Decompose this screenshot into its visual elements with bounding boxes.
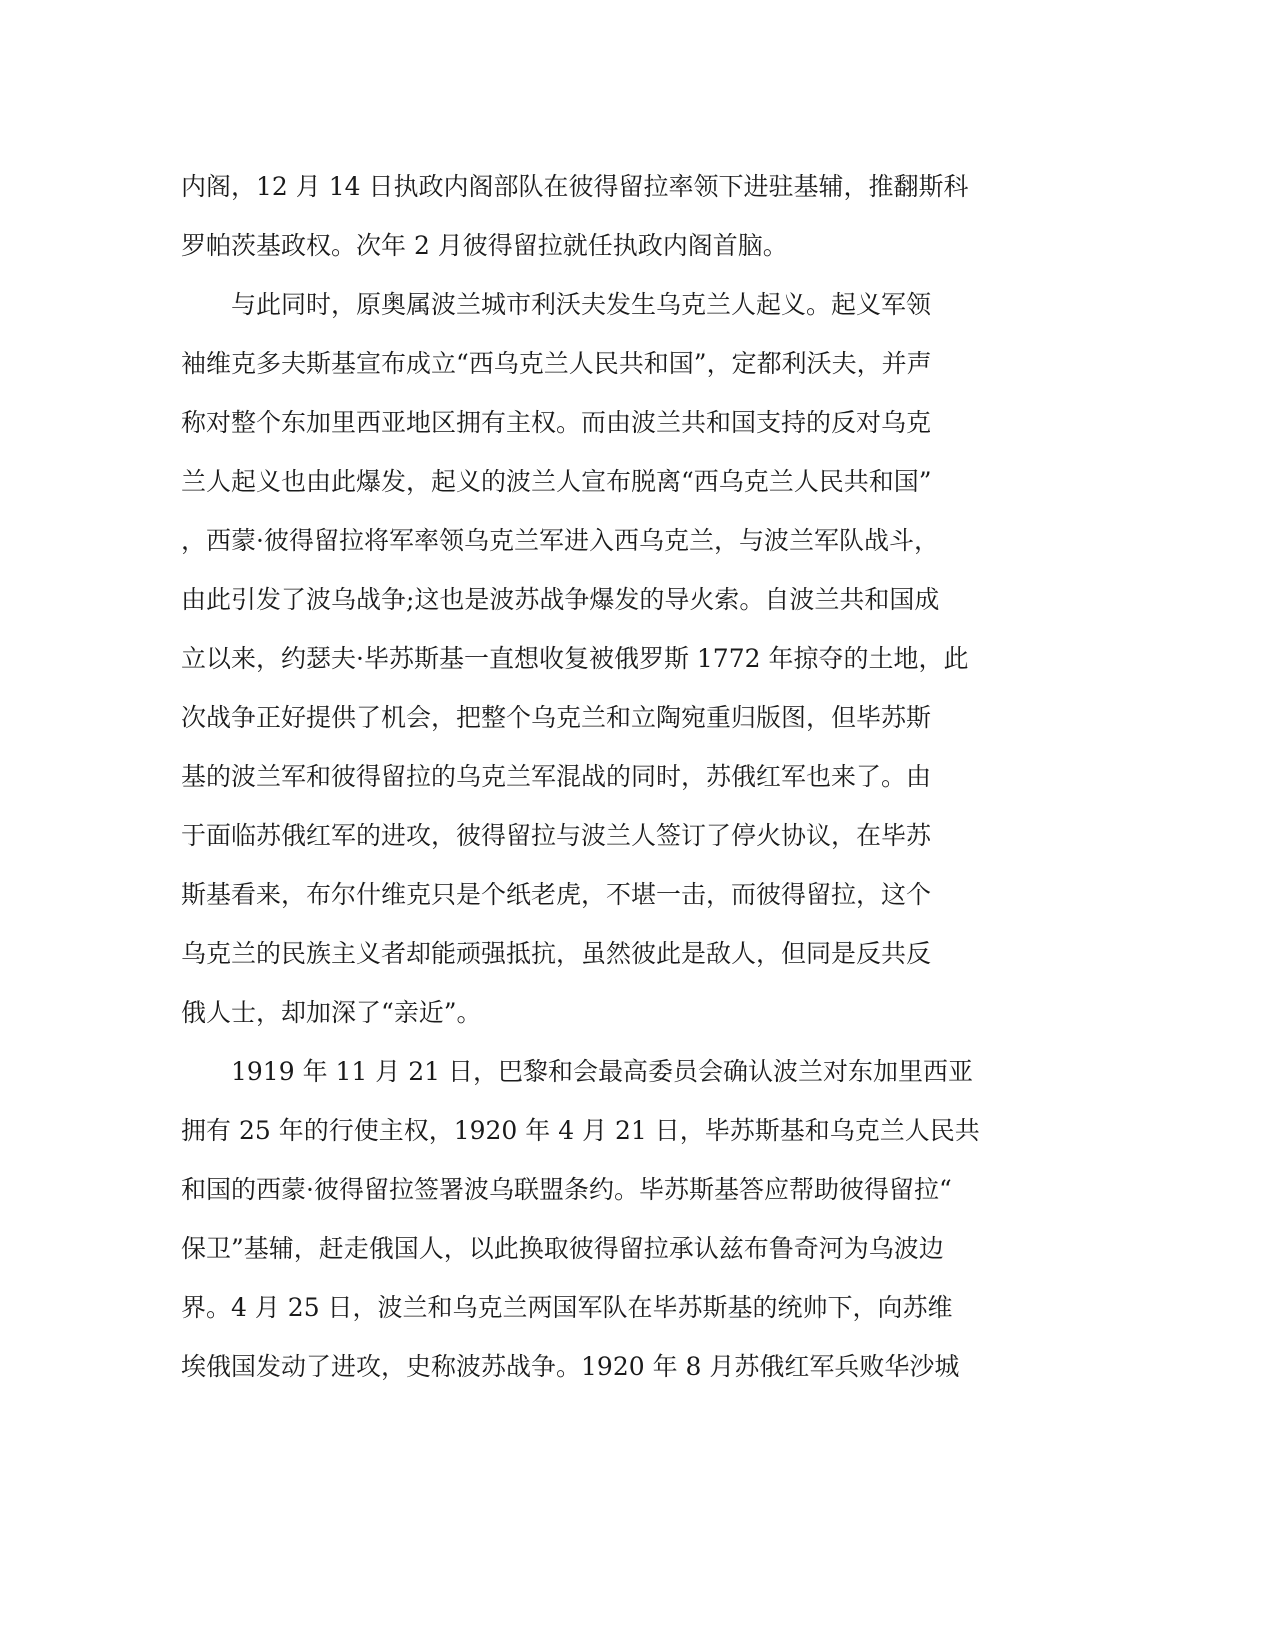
text-line: 立以来，约瑟夫·毕苏斯基一直想收复被俄罗斯 1772 年掠夺的土地，此	[181, 644, 969, 673]
text-line: 和国的西蒙·彼得留拉签署波乌联盟条约。毕苏斯基答应帮助彼得留拉“	[181, 1175, 952, 1204]
text-line: 罗帕茨基政权。次年 2 月彼得留拉就任执政内阁首脑。	[181, 231, 788, 260]
body-text	[181, 157, 1041, 1396]
text-line: 乌克兰的民族主义者却能顽强抵抗，虽然彼此是敌人，但同是反共反	[181, 939, 932, 968]
text-line: 兰人起义也由此爆发，起义的波兰人宣布脱离“西乌克兰人民共和国”	[181, 467, 932, 496]
text-line: 与此同时，原奥属波兰城市利沃夫发生乌克兰人起义。起义军领	[181, 290, 932, 319]
text-line: 保卫”基辅，赶走俄国人，以此换取彼得留拉承认兹布鲁奇河为乌波边	[181, 1234, 944, 1263]
text-line: 埃俄国发动了进攻，史称波苏战争。1920 年 8 月苏俄红军兵败华沙城	[181, 1352, 960, 1381]
text-line: 次战争正好提供了机会，把整个乌克兰和立陶宛重归版图，但毕苏斯	[181, 703, 932, 732]
text-line: 1919 年 11 月 21 日，巴黎和会最高委员会确认波兰对东加里西亚	[181, 1057, 973, 1086]
text-line: 称对整个东加里西亚地区拥有主权。而由波兰共和国支持的反对乌克	[181, 408, 932, 437]
text-line: 于面临苏俄红军的进攻，彼得留拉与波兰人签订了停火协议，在毕苏	[181, 821, 932, 850]
text-line: 斯基看来，布尔什维克只是个纸老虎，不堪一击，而彼得留拉，这个	[181, 880, 932, 909]
text-line: 基的波兰军和彼得留拉的乌克兰军混战的同时，苏俄红军也来了。由	[181, 762, 932, 791]
text-line: 袖维克多夫斯基宣布成立“西乌克兰人民共和国”，定都利沃夫，并声	[181, 349, 932, 378]
text-line: 拥有 25 年的行使主权，1920 年 4 月 21 日，毕苏斯基和乌克兰人民共	[181, 1116, 980, 1145]
text-line: ，西蒙·彼得留拉将军率领乌克兰军进入西乌克兰，与波兰军队战斗，	[181, 526, 939, 555]
text-line: 俄人士，却加深了“亲近”。	[181, 998, 482, 1027]
text-line: 由此引发了波乌战争;这也是波苏战争爆发的导火索。自波兰共和国成	[181, 585, 940, 614]
text-line: 内阁，12 月 14 日执政内阁部队在彼得留拉率领下进驻基辅，推翻斯科	[181, 172, 969, 201]
text-line: 界。4 月 25 日，波兰和乌克兰两国军队在毕苏斯基的统帅下，向苏维	[181, 1293, 953, 1322]
